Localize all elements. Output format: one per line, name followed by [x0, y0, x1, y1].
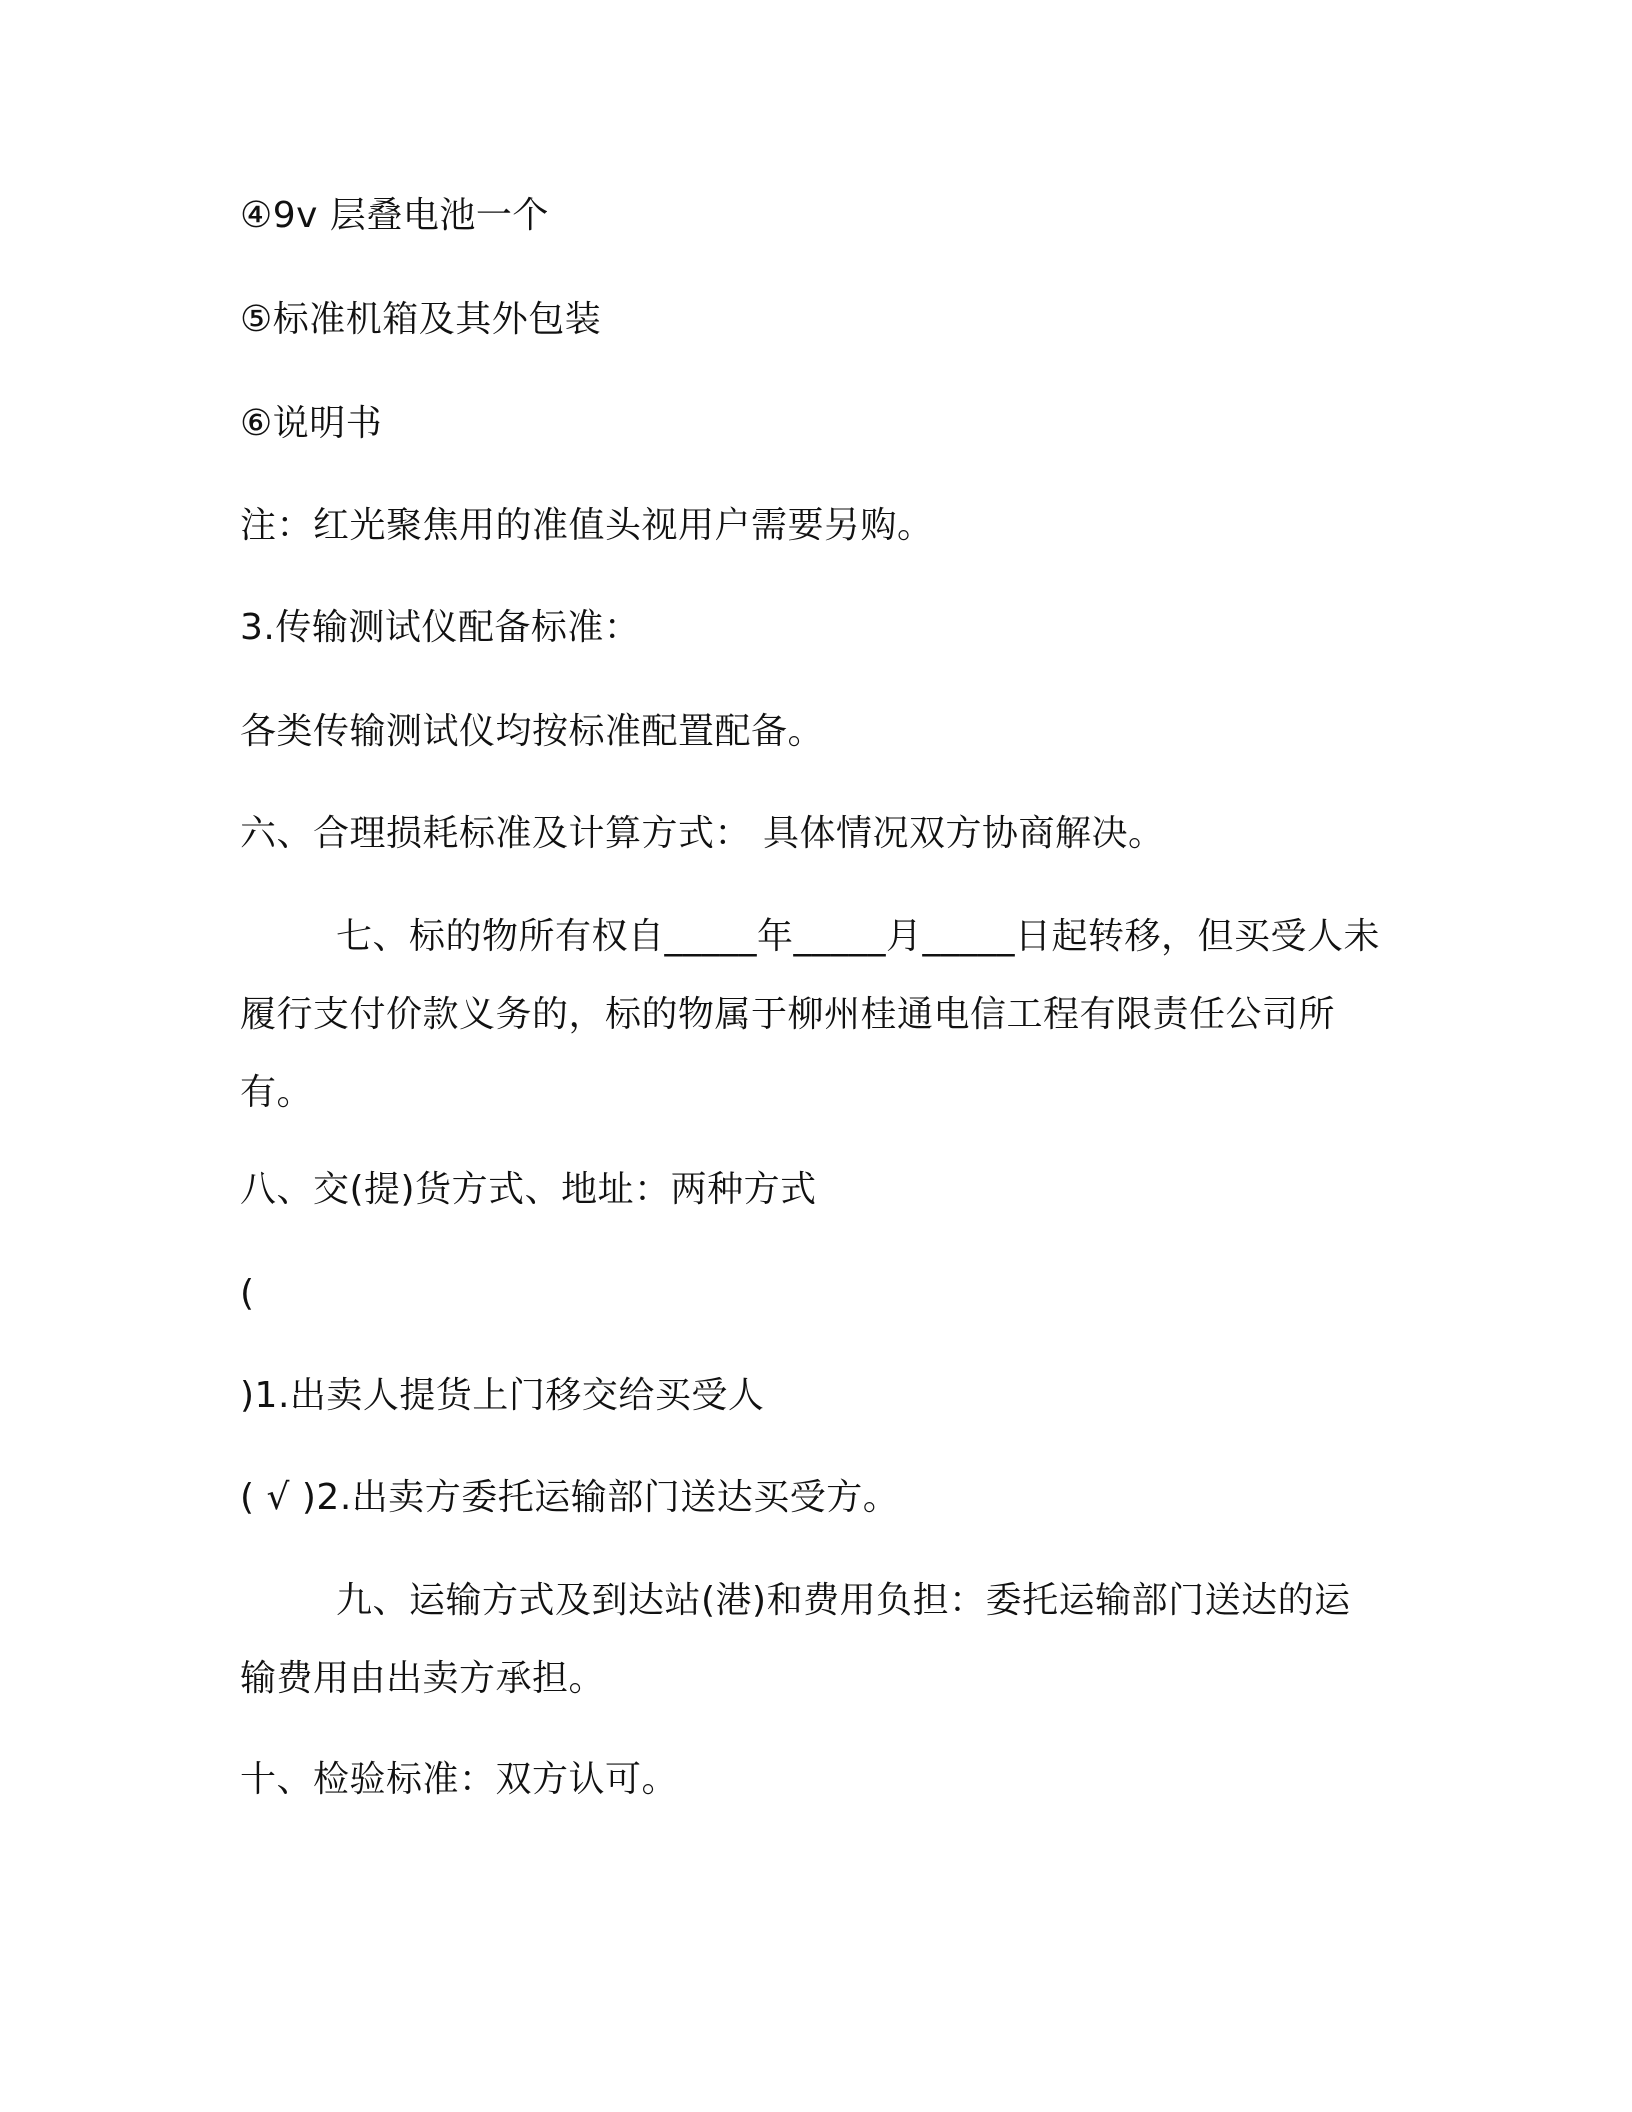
- section-six-loss: 六、合理损耗标准及计算方式： 具体情况双方协商解决。: [240, 813, 1165, 854]
- equipment-standard-text: 各类传输测试仪均按标准配置配备。: [240, 711, 825, 752]
- delivery-option-2: ( √ )2.出卖方委托运输部门送达买受方。: [240, 1477, 900, 1518]
- delivery-option-paren: (: [240, 1273, 255, 1314]
- item-battery: ④9v 层叠电池一个: [240, 195, 549, 236]
- item-manual: ⑥说明书: [240, 403, 383, 444]
- section-ten-inspection: 十、检验标准：双方认可。: [240, 1759, 679, 1800]
- section-nine-transport: 九、运输方式及到达站(港)和费用负担：委托运输部门送达的运输费用由出卖方承担。: [240, 1580, 1351, 1699]
- section-seven-ownership: 七、标的物所有权自_____年_____月_____日起转移，但买受人未履行支付价款义务的，标的物属于柳州桂通电信工程有限责任公司所有。: [240, 916, 1381, 1113]
- item-case-packaging: ⑤标准机箱及其外包装: [240, 299, 602, 340]
- section-eight-delivery: 八、交(提)货方式、地址：两种方式: [240, 1169, 817, 1210]
- heading-equipment-standard: 3.传输测试仪配备标准：: [240, 607, 641, 648]
- delivery-option-1: )1.出卖人提货上门移交给买受人: [240, 1375, 765, 1416]
- note-collimator: 注：红光聚焦用的准值头视用户需要另购。: [240, 505, 934, 546]
